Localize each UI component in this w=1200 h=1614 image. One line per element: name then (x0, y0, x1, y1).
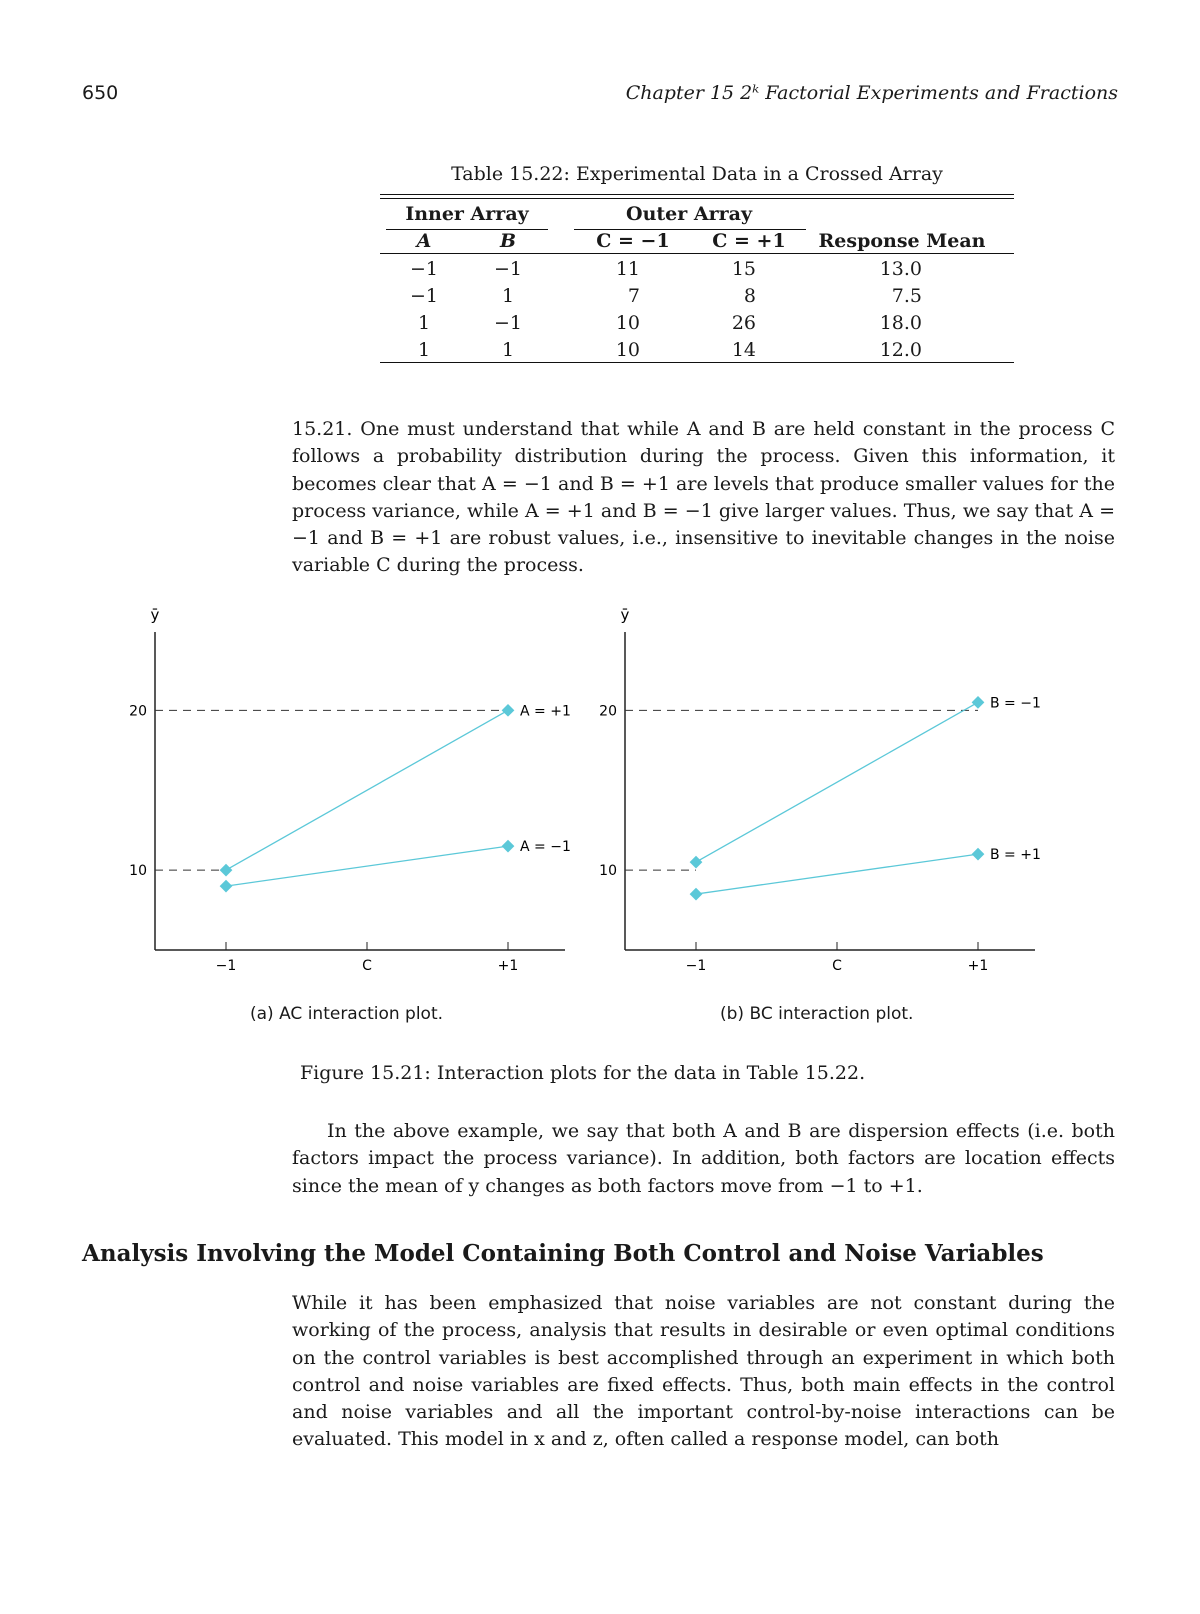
cell: 1 (417, 312, 431, 334)
cell: 1 (501, 285, 515, 307)
table-caption: Table 15.22: Experimental Data in a Crossed Array (451, 163, 943, 185)
table-group-header (380, 199, 1014, 226)
cell: 7 (627, 285, 640, 307)
data-point (690, 856, 703, 869)
col-c-plus: C = +1 (712, 230, 786, 252)
body-paragraph (292, 1290, 1115, 1454)
cell: 1 (417, 339, 431, 361)
y-axis-label: ȳ (150, 606, 160, 624)
cell: 11 (615, 258, 640, 280)
cell: 7.5 (891, 285, 922, 307)
cell: 10 (615, 312, 640, 334)
group-inner-array: Inner Array (405, 203, 529, 225)
chart-a-plot (129, 606, 571, 974)
chart-ac (110, 600, 590, 995)
series-line (696, 854, 978, 894)
col-a: A (416, 230, 432, 252)
data-point (690, 888, 703, 901)
chart-bc (580, 600, 1080, 995)
x-tick-label: C (832, 958, 842, 974)
cell: 12.0 (879, 339, 922, 361)
cell: 26 (731, 312, 756, 334)
cell: −1 (409, 285, 439, 307)
x-tick-label: +1 (497, 958, 519, 974)
series-label: B = +1 (990, 847, 1041, 864)
series-line (226, 710, 508, 870)
cell: 13.0 (879, 258, 922, 280)
chart-a-caption: (a) AC interaction plot. (250, 1004, 444, 1024)
y-tick-label: 10 (129, 863, 147, 880)
data-point (972, 696, 985, 709)
data-point (972, 848, 985, 861)
x-tick-label: C (362, 958, 372, 974)
y-tick-label: 20 (129, 703, 147, 720)
y-tick-label: 20 (599, 703, 617, 720)
paragraph-text: 15.21. One must understand that while A and B are held constant in the process C follows a probability distribution during the process. Given this information, it becomes clear that A = −1 and B = +1 are levels that produce smaller values for the process variance, while A = +1 and B = −1 give larger values. Thus, we say that A = −1 and B = +1 are robust values, i.e., insensitive to inevitable changes in the noise variable C during the process. (292, 418, 1115, 577)
chart-b-caption: (b) BC interaction plot. (720, 1004, 914, 1024)
col-b: B (499, 230, 517, 252)
table-row (380, 335, 1014, 362)
chapter-header: Chapter 15 2ᵏ Factorial Experiments and Fractions (625, 82, 1118, 104)
data-point (220, 880, 233, 893)
table-row (380, 254, 1014, 281)
cell: 15 (731, 258, 756, 280)
data-point (220, 864, 233, 877)
figure-caption: Figure 15.21: Interaction plots for the data in Table 15.22. (300, 1062, 866, 1084)
group-outer-array: Outer Array (626, 203, 752, 225)
x-tick-label: −1 (215, 958, 237, 974)
series-label: A = −1 (520, 839, 571, 856)
paragraph-text: While it has been emphasized that noise variables are not constant during the working of the process, analysis that results in desirable or even optimal conditions on the control variables is best accomplished through an experiment in which both control and noise variables are fixed effects. Thus, both main effects in the control and noise variables and all the important control-by-noise interactions can be evaluated. This model in x and z, often called a response model, can both (292, 1292, 1115, 1451)
cell: −1 (493, 258, 523, 280)
paragraph-text: In the above example, we say that both A and B are dispersion effects (i.e. both factors impact the process variance). In addition, both factors are location effects since the mean of y changes as both factors move from −1 to +1. (292, 1120, 1115, 1197)
y-axis-label: ȳ (620, 606, 630, 624)
body-paragraph (292, 1118, 1115, 1200)
series-line (226, 846, 508, 886)
x-tick-label: +1 (967, 958, 989, 974)
series-label: A = +1 (520, 703, 571, 720)
series-line (696, 702, 978, 862)
data-point (502, 840, 515, 853)
x-tick-label: −1 (685, 958, 707, 974)
table-column-header (380, 226, 1014, 253)
cell: 10 (615, 339, 640, 361)
cell: −1 (493, 312, 523, 334)
col-c-minus: C = −1 (596, 230, 670, 252)
cell: 14 (731, 339, 756, 361)
table-bottom-rule (380, 362, 1014, 363)
y-tick-label: 10 (599, 863, 617, 880)
table-row (380, 281, 1014, 308)
exercise-paragraph (292, 416, 1115, 580)
cell: −1 (409, 258, 439, 280)
data-point (502, 704, 515, 717)
chart-b-plot (599, 606, 1041, 974)
table-row (380, 308, 1014, 335)
col-response-mean: Response Mean (818, 230, 986, 252)
page-number: 650 (82, 82, 119, 104)
section-heading: Analysis Involving the Model Containing Both Control and Noise Variables (82, 1240, 1044, 1267)
data-table (380, 194, 1014, 363)
cell: 1 (501, 339, 515, 361)
series-label: B = −1 (990, 695, 1041, 712)
cell: 8 (743, 285, 756, 307)
cell: 18.0 (879, 312, 922, 334)
